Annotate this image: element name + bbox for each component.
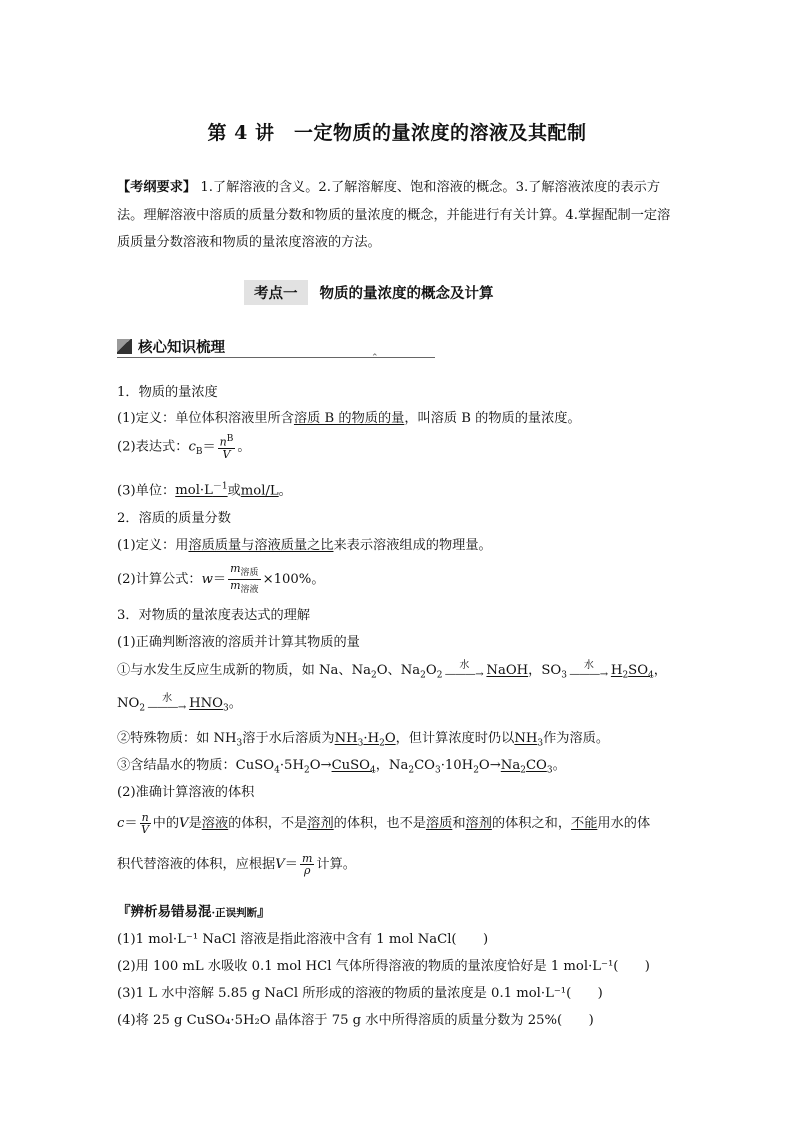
fraction-mass: $\frac{m_{溶质}}{m_{溶液}}$ — [230, 562, 259, 596]
section-square-icon — [117, 339, 132, 354]
line-4: (3)单位：$mol\cdot L^{-1}$或mol/L。 — [117, 482, 292, 499]
exam-requirement — [117, 174, 677, 257]
line-16: 积代替溶液的体积，应根据V＝ $\frac{m}{\rho}$ 计算。 — [117, 852, 356, 877]
question-2: (2)用 100 mL 水吸收 0.1 mol HCl 气体所得溶液的物质的量浓度恰好是 1 mol·L⁻¹( ) — [117, 959, 650, 974]
page-title: 第 4 讲 一定物质的量浓度的溶液及其配制 — [207, 122, 587, 144]
kaodian-heading — [244, 280, 494, 304]
line-11: $NO_2$ 水 ―――→ $HNO_3$。 — [117, 693, 242, 714]
line-14: (2)准确计算溶液的体积 — [117, 785, 255, 800]
kaodian-label: 考点一 — [244, 280, 308, 305]
kaodian-title: 物质的量浓度的概念及计算 — [319, 284, 494, 302]
divider-notch-icon: ⌃ — [371, 353, 379, 363]
line-8: 3．对物质的量浓度表达式的理解 — [117, 608, 311, 623]
line-15: c＝ $\frac{n}{V}$ 中的V是溶液的体积，不是溶剂的体积，也不是溶质和溶剂的体积之和，不能用水的体 — [117, 811, 651, 836]
question-4: (4)将 25 g CuSO₄·5H₂O 晶体溶于 75 g 水中所得溶质的质量分数为 25%( ) — [117, 1013, 594, 1028]
section-title: 核心知识梳理 — [138, 339, 225, 356]
line-6: (1)定义：用溶质质量与溶液质量之比来表示溶液组成的物理量。 — [117, 538, 492, 553]
section-divider — [117, 353, 435, 363]
section-heading — [117, 336, 225, 357]
line-9: (1)正确判断溶液的溶质并计算其物质的量 — [117, 635, 360, 650]
fraction-m-over-rho: $\frac{m}{\rho}$ — [301, 852, 313, 877]
fraction-nb-over-v: $\frac{n^B}{V}$ — [219, 434, 234, 461]
line-5: 2．溶质的质量分数 — [117, 511, 231, 526]
question-3: (3)1 L 水中溶解 5.85 g NaCl 所形成的溶液的物质的量浓度是 0.1 mol·L⁻¹( ) — [117, 986, 603, 1001]
reaction-arrow: 水 ―――→ — [445, 660, 484, 680]
line-10: ①与水发生反应生成新的物质，如 Na、$Na_2O$、$Na_2O_2$ 水 ―――→ NaOH，$SO_3$ 水 ―――→ $H_2SO_4$， — [117, 660, 667, 681]
line-2: (1)定义：单位体积溶液里所含溶质 B 的物质的量，叫溶质 B 的物质的量浓度。 — [117, 411, 581, 426]
line-3-formula: (2)表达式：$c_B=$ $\frac{n^B}{V}$ 。 — [117, 434, 251, 461]
line-13: ③含结晶水的物质：$CuSO_4\cdot 5H_2O\to CuSO_4$，$Na_2CO_3\cdot 10H_2O\to Na_2CO_3$。 — [117, 758, 566, 776]
reaction-arrow: 水 ―――→ — [569, 660, 609, 680]
question-1: (1)1 mol·L⁻¹ NaCl 溶液是指此溶液中含有 1 mol NaCl( ) — [117, 932, 489, 947]
line-7-formula: (2)计算公式：w＝ $\frac{m_{溶质}}{m_{溶液}}$ ×100%。 — [117, 562, 325, 596]
requirement-tag: 【考纲要求】 — [117, 180, 197, 195]
requirement-text: 1.了解溶液的含义。2.了解溶解度、饱和溶液的概念。3.了解溶液浓度的表示方法。理解溶液中溶质的质量分数和物质的量浓度的概念，并能进行有关计算。4.掌握配制一定溶质质量分数溶液和物质的量浓度溶液的方法。 — [117, 180, 671, 250]
line-1: 1．物质的量浓度 — [117, 385, 218, 400]
fraction-n-over-v: $\frac{n}{V}$ — [141, 811, 150, 836]
line-12: ②特殊物质：如 $NH_3$溶于水后溶质为$NH_3\cdot H_2O$，但计算浓度时仍以$NH_3$作为溶质。 — [117, 731, 610, 749]
reaction-arrow: 水 ―――→ — [147, 693, 187, 713]
bianxi-heading: 『辨析易错易混·正误判断』 — [117, 904, 271, 920]
